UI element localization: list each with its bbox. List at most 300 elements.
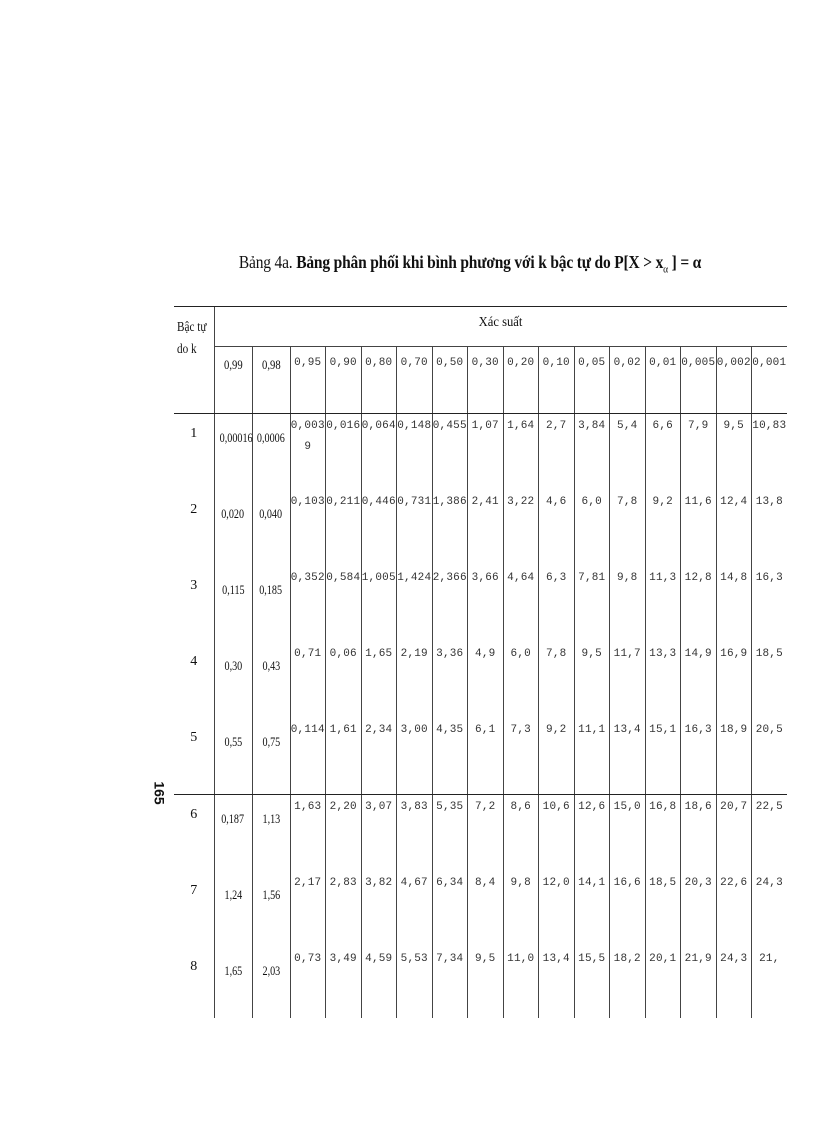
value-cell	[645, 871, 681, 947]
value-cell	[361, 414, 397, 491]
value-text: 4,67	[400, 877, 428, 889]
value-text: 3,84	[578, 420, 606, 432]
column-header-label: 0,50	[436, 357, 464, 369]
value-text: 11,1	[578, 724, 606, 736]
value-text: 4,9	[475, 648, 496, 660]
value-text: 7,2	[475, 801, 496, 813]
value-text: 3,07	[365, 801, 393, 813]
column-header-prob	[397, 347, 433, 414]
value-cell	[752, 642, 787, 718]
column-header-label: 0,02	[613, 357, 641, 369]
value-text: 20,7	[720, 801, 748, 813]
value-text: 7,8	[546, 648, 567, 660]
alpha-subscript: α	[663, 263, 668, 276]
value-text: 0,584	[326, 572, 361, 584]
value-cell	[539, 718, 575, 795]
column-header-label: 0,80	[365, 357, 393, 369]
value-cell	[290, 490, 326, 566]
value-text: 24,3	[720, 953, 748, 965]
value-text: 1,386	[432, 496, 467, 508]
value-cell	[539, 566, 575, 642]
k-header-line-1: Bậc tự	[177, 320, 207, 335]
value-cell	[252, 566, 290, 642]
value-cell	[468, 642, 504, 718]
value-text: 0,0006	[257, 430, 285, 445]
value-cell	[326, 566, 362, 642]
value-cell	[681, 642, 717, 718]
value-cell	[645, 795, 681, 872]
value-text: 1,64	[507, 420, 535, 432]
value-cell	[503, 718, 539, 795]
value-text: 1,07	[471, 420, 499, 432]
value-text: 3,66	[471, 572, 499, 584]
value-text: 14,1	[578, 877, 606, 889]
column-header-prob	[214, 347, 252, 414]
column-header-prob	[645, 347, 681, 414]
value-cell	[716, 642, 752, 718]
value-text: 12,0	[542, 877, 570, 889]
value-text: 7,8	[617, 496, 638, 508]
value-text: 3,22	[507, 496, 535, 508]
table-body	[174, 414, 787, 1019]
value-text: 1,424	[397, 572, 432, 584]
value-text: 15,1	[649, 724, 677, 736]
column-header-label: 0,30	[471, 357, 499, 369]
value-cell	[290, 947, 326, 1018]
value-text: 9,5	[723, 420, 744, 432]
value-cell	[432, 795, 468, 872]
value-cell	[574, 642, 610, 718]
k-cell: 1	[190, 426, 198, 441]
value-cell	[716, 490, 752, 566]
value-text: 1,13	[262, 811, 280, 826]
value-text: 3,49	[329, 953, 357, 965]
value-cell	[539, 642, 575, 718]
value-text: 1,005	[361, 572, 396, 584]
k-cell: 8	[190, 959, 198, 974]
column-header-prob	[574, 347, 610, 414]
value-cell	[645, 947, 681, 1018]
value-cell	[681, 871, 717, 947]
value-cell	[610, 871, 646, 947]
column-header-prob	[432, 347, 468, 414]
column-header-prob	[326, 347, 362, 414]
table-row	[174, 414, 787, 491]
value-text: 16,3	[755, 572, 783, 584]
value-text: 13,4	[542, 953, 570, 965]
value-text: 16,9	[720, 648, 748, 660]
value-text: 14,8	[720, 572, 748, 584]
value-cell	[214, 490, 252, 566]
value-text: 6,6	[652, 420, 673, 432]
column-header-label: 0,20	[507, 357, 535, 369]
value-text: 7,3	[510, 724, 531, 736]
value-cell	[432, 566, 468, 642]
value-cell	[214, 947, 252, 1018]
value-cell	[752, 566, 787, 642]
value-text: 9,2	[652, 496, 673, 508]
value-cell	[645, 642, 681, 718]
value-cell	[681, 490, 717, 566]
value-text: 0,446	[361, 496, 396, 508]
value-text: 1,65	[365, 648, 393, 660]
value-cell	[397, 795, 433, 872]
column-header-prob	[468, 347, 504, 414]
value-text: 2,7	[546, 420, 567, 432]
value-cell	[468, 414, 504, 491]
value-text: 3,00	[400, 724, 428, 736]
value-text: 9,5	[475, 953, 496, 965]
value-text: 2,20	[329, 801, 357, 813]
value-cell	[539, 795, 575, 872]
value-text: 6,1	[475, 724, 496, 736]
column-header-label: 0,01	[649, 357, 677, 369]
value-text: 12,4	[720, 496, 748, 508]
value-cell	[752, 871, 787, 947]
value-cell	[397, 566, 433, 642]
value-text: 2,34	[365, 724, 393, 736]
value-cell	[752, 718, 787, 795]
value-cell	[539, 947, 575, 1018]
value-text: 0,115	[221, 582, 245, 597]
value-cell	[214, 795, 252, 872]
column-header-label: 0,70	[400, 357, 428, 369]
value-cell	[574, 947, 610, 1018]
column-header-label: 0,95	[294, 357, 322, 369]
value-cell	[468, 490, 504, 566]
value-cell	[503, 947, 539, 1018]
value-cell	[326, 414, 362, 491]
value-text: 0,06	[329, 648, 357, 660]
value-text: 11,0	[507, 953, 535, 965]
table-row	[174, 718, 787, 795]
value-text: 11,3	[649, 572, 677, 584]
value-text: 6,34	[436, 877, 464, 889]
value-cell	[610, 795, 646, 872]
value-cell	[468, 871, 504, 947]
value-text: 3,36	[436, 648, 464, 660]
value-cell	[716, 871, 752, 947]
value-cell	[503, 795, 539, 872]
column-header-prob	[752, 347, 787, 414]
value-cell	[432, 642, 468, 718]
value-text: 9,8	[510, 877, 531, 889]
value-cell	[290, 642, 326, 718]
value-cell	[539, 414, 575, 491]
value-cell	[681, 566, 717, 642]
value-text: 16,6	[613, 877, 641, 889]
value-text: 18,5	[755, 648, 783, 660]
value-cell	[432, 718, 468, 795]
value-cell	[361, 718, 397, 795]
k-cell: 7	[190, 883, 198, 898]
value-text: 0,187	[221, 811, 245, 826]
value-text: 11,6	[684, 496, 712, 508]
column-header-label: 0,001	[752, 357, 787, 369]
probability-columns-row	[174, 347, 787, 414]
value-cell	[716, 795, 752, 872]
value-cell	[574, 566, 610, 642]
value-cell	[716, 414, 752, 491]
value-text: 0,75	[262, 734, 280, 749]
value-cell	[252, 795, 290, 872]
degrees-of-freedom-header	[174, 307, 214, 414]
value-cell	[214, 718, 252, 795]
value-cell	[326, 871, 362, 947]
value-cell	[326, 490, 362, 566]
value-cell	[361, 795, 397, 872]
value-text: 0,103	[290, 496, 325, 508]
value-cell	[214, 642, 252, 718]
value-text: 13,4	[613, 724, 641, 736]
value-cell	[574, 795, 610, 872]
value-cell	[361, 947, 397, 1018]
value-text: 0,731	[397, 496, 432, 508]
value-cell	[574, 871, 610, 947]
value-text: 4,35	[436, 724, 464, 736]
table-caption-label: Bảng 4a.	[238, 252, 293, 272]
column-header-prob	[361, 347, 397, 414]
value-text: 0,00016	[219, 430, 253, 445]
table-title	[203, 252, 736, 276]
value-text: 16,8	[649, 801, 677, 813]
column-header-prob	[290, 347, 326, 414]
column-header-prob	[681, 347, 717, 414]
value-cell	[681, 795, 717, 872]
value-text: 6,0	[510, 648, 531, 660]
value-cell	[503, 414, 539, 491]
value-cell	[214, 414, 252, 491]
column-header-prob	[252, 347, 290, 414]
value-text: 0,73	[294, 953, 322, 965]
table-row	[174, 490, 787, 566]
value-text: 0,55	[224, 734, 242, 749]
value-text: 18,2	[613, 953, 641, 965]
value-cell	[503, 490, 539, 566]
value-text: 5,35	[436, 801, 464, 813]
value-cell	[468, 947, 504, 1018]
value-cell	[610, 566, 646, 642]
value-text: 2,19	[400, 648, 428, 660]
value-text: 20,3	[684, 877, 712, 889]
value-cell	[610, 947, 646, 1018]
value-cell	[716, 947, 752, 1018]
value-text: 12,6	[578, 801, 606, 813]
column-header-label: 0,002	[716, 357, 751, 369]
value-cell	[574, 414, 610, 491]
value-cell	[290, 871, 326, 947]
value-text: 0,211	[326, 496, 361, 508]
value-text: 1,24	[224, 887, 242, 902]
value-cell	[432, 490, 468, 566]
value-cell	[681, 718, 717, 795]
value-text: 10,83	[752, 420, 787, 432]
column-header-prob	[610, 347, 646, 414]
value-cell	[361, 490, 397, 566]
value-text: 22,5	[755, 801, 783, 813]
k-cell: 3	[190, 578, 198, 593]
value-cell	[326, 642, 362, 718]
value-text: 11,7	[613, 648, 641, 660]
value-text: 0,352	[290, 572, 325, 584]
value-cell	[610, 490, 646, 566]
value-text: 0,30	[224, 658, 242, 673]
column-header-prob	[716, 347, 752, 414]
value-cell	[681, 414, 717, 491]
value-cell	[252, 718, 290, 795]
page-number: 165	[151, 781, 168, 805]
value-text: 7,34	[436, 953, 464, 965]
value-cell	[326, 947, 362, 1018]
column-header-prob	[503, 347, 539, 414]
value-text: 3,82	[365, 877, 393, 889]
value-cell	[326, 718, 362, 795]
value-text: 2,83	[329, 877, 357, 889]
value-cell	[214, 566, 252, 642]
k-cell: 2	[190, 502, 198, 517]
value-text: 2,41	[471, 496, 499, 508]
value-cell	[290, 414, 326, 491]
value-cell	[645, 414, 681, 491]
k-cell: 6	[190, 807, 198, 822]
value-cell	[326, 795, 362, 872]
value-text: 18,9	[720, 724, 748, 736]
value-text: 1,63	[294, 801, 322, 813]
value-text: 8,6	[510, 801, 531, 813]
value-text: 18,6	[684, 801, 712, 813]
value-cell	[468, 566, 504, 642]
value-cell	[716, 566, 752, 642]
value-text: 8,4	[475, 877, 496, 889]
value-text: 0,020	[221, 506, 245, 521]
value-cell	[290, 795, 326, 872]
value-text: 20,5	[755, 724, 783, 736]
value-cell	[574, 718, 610, 795]
column-header-label: 0,005	[681, 357, 716, 369]
value-text: 20,1	[649, 953, 677, 965]
value-text: 2,366	[432, 572, 467, 584]
value-text: 7,81	[578, 572, 606, 584]
value-cell	[361, 566, 397, 642]
value-cell	[610, 414, 646, 491]
table-row	[174, 947, 787, 1018]
value-text: 9,8	[617, 572, 638, 584]
k-header-line-2: do k	[177, 342, 197, 357]
value-text: 1,56	[262, 887, 280, 902]
k-cell: 4	[190, 654, 198, 669]
table-row	[174, 566, 787, 642]
value-text: 9,5	[581, 648, 602, 660]
value-cell	[610, 718, 646, 795]
value-text: 13,3	[649, 648, 677, 660]
table-row	[174, 795, 787, 872]
value-cell	[752, 490, 787, 566]
column-header-label: 0,99	[223, 357, 243, 372]
value-cell	[252, 490, 290, 566]
value-cell	[252, 642, 290, 718]
value-cell	[252, 947, 290, 1018]
value-cell	[503, 642, 539, 718]
value-text: 24,3	[755, 877, 783, 889]
value-cell	[645, 490, 681, 566]
value-text: 22,6	[720, 877, 748, 889]
value-text: 10,6	[542, 801, 570, 813]
value-text: 2,03	[262, 963, 280, 978]
value-cell	[432, 947, 468, 1018]
column-header-label: 0,10	[542, 357, 570, 369]
value-cell	[397, 947, 433, 1018]
column-header-label: 0,98	[261, 357, 281, 372]
value-text: 4,64	[507, 572, 535, 584]
value-text: 5,4	[617, 420, 638, 432]
value-text: 13,8	[755, 496, 783, 508]
table-row	[174, 871, 787, 947]
value-cell	[752, 414, 787, 491]
value-cell	[610, 642, 646, 718]
value-cell	[432, 414, 468, 491]
value-text: 0,064	[361, 420, 396, 432]
value-text: 5,53	[400, 953, 428, 965]
value-text: 6,0	[581, 496, 602, 508]
column-header-prob	[539, 347, 575, 414]
chi-square-table	[174, 306, 787, 1018]
value-text: 0,040	[259, 506, 283, 521]
value-text: 1,65	[224, 963, 242, 978]
value-cell	[290, 566, 326, 642]
value-text: 0,016	[326, 420, 361, 432]
table-caption-text: Bảng phân phối khi bình phương với k bậc tự do P[X > x	[296, 252, 664, 272]
table-row	[174, 642, 787, 718]
value-text: 0,148	[397, 420, 432, 432]
k-cell: 5	[174, 718, 214, 795]
value-cell	[752, 947, 787, 1018]
value-text: 4,59	[365, 953, 393, 965]
value-cell	[468, 718, 504, 795]
value-cell	[503, 871, 539, 947]
value-cell	[432, 871, 468, 947]
value-text: 7,9	[688, 420, 709, 432]
value-text: 15,0	[613, 801, 641, 813]
value-text: 15,5	[578, 953, 606, 965]
value-text: 16,3	[684, 724, 712, 736]
value-cell	[252, 414, 290, 491]
value-cell	[645, 718, 681, 795]
value-text: 6,3	[546, 572, 567, 584]
probability-header: Xác suất	[243, 307, 758, 347]
value-cell	[397, 871, 433, 947]
value-cell	[503, 566, 539, 642]
value-cell	[397, 414, 433, 491]
value-cell	[361, 642, 397, 718]
value-text: 0,0039	[290, 420, 325, 453]
value-cell	[574, 490, 610, 566]
value-text: 21,	[759, 953, 780, 965]
value-cell	[397, 718, 433, 795]
value-text: 9,2	[546, 724, 567, 736]
value-cell	[681, 947, 717, 1018]
value-text: 0,43	[262, 658, 280, 673]
value-text: 0,185	[259, 582, 283, 597]
value-cell	[397, 490, 433, 566]
value-cell	[716, 718, 752, 795]
value-cell	[539, 490, 575, 566]
value-text: 0,455	[432, 420, 467, 432]
value-cell	[645, 566, 681, 642]
value-text: 12,8	[684, 572, 712, 584]
value-text: 18,5	[649, 877, 677, 889]
value-text: 0,71	[294, 648, 322, 660]
value-cell	[752, 795, 787, 872]
